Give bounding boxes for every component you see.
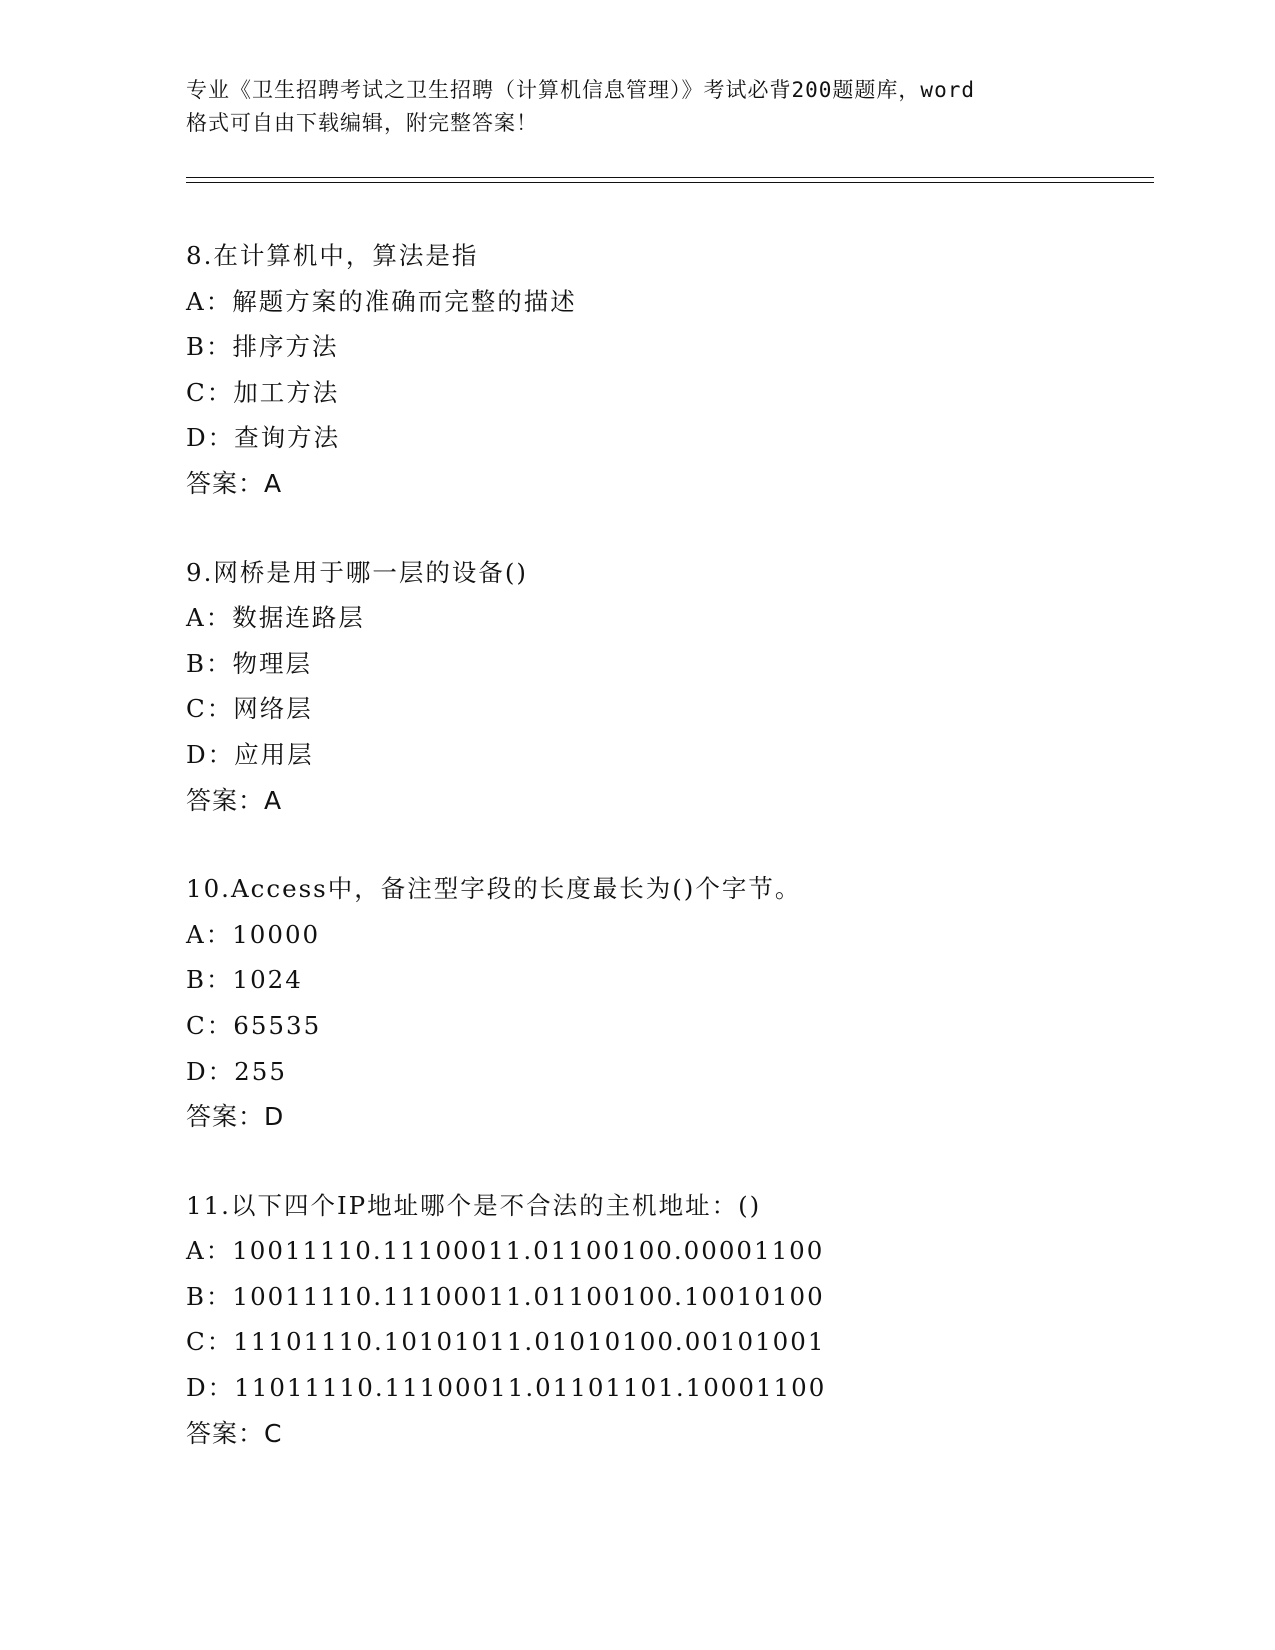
option-d: D：应用层: [186, 739, 314, 769]
option-d: D：255: [186, 1056, 287, 1086]
option-b: B：1024: [186, 965, 303, 995]
answer-line: 答案：A: [186, 785, 283, 815]
option-a: A：10000: [186, 919, 321, 949]
option-c: C：网络层: [186, 694, 313, 724]
answer-line: 答案：D: [186, 1102, 285, 1132]
question-list: [186, 233, 1154, 1499]
question-10: [186, 866, 1154, 1140]
header-divider-top: [186, 177, 1154, 178]
question-8: [186, 233, 1154, 507]
option-c: C：11101110.10101011.01010100.00101001: [186, 1327, 826, 1357]
question-stem: 9.网桥是用于哪一层的设备(): [186, 557, 528, 587]
option-c: C：65535: [186, 1010, 322, 1040]
option-b: B：10011110.11100011.01100100.10010100: [186, 1281, 825, 1311]
header-line-2: 格式可自由下载编辑，附完整答案！: [186, 111, 538, 135]
option-a: A：解题方案的准确而完整的描述: [186, 286, 577, 316]
document-header: [186, 74, 1086, 140]
header-divider-bottom: [186, 182, 1154, 183]
question-stem: 8.在计算机中，算法是指: [186, 241, 479, 270]
option-a: A：10011110.11100011.01100100.00001100: [186, 1236, 825, 1266]
option-a: A：数据连路层: [186, 603, 365, 633]
answer-line: 答案：A: [186, 468, 283, 498]
question-9: [186, 550, 1154, 824]
option-c: C：加工方法: [186, 377, 340, 407]
option-d: D：11011110.11100011.01101101.10001100: [186, 1373, 827, 1403]
option-b: B：排序方法: [186, 332, 339, 362]
option-b: B：物理层: [186, 648, 313, 678]
question-stem: 10.Access中，备注型字段的长度最长为()个字节。: [186, 874, 802, 904]
option-d: D：查询方法: [186, 423, 341, 453]
header-line-1: 专业《卫生招聘考试之卫生招聘（计算机信息管理）》考试必背200题题库，word: [186, 78, 975, 102]
question-11: [186, 1183, 1154, 1457]
question-stem: 11.以下四个IP地址哪个是不合法的主机地址：(): [186, 1190, 762, 1220]
answer-line: 答案：C: [186, 1418, 283, 1448]
